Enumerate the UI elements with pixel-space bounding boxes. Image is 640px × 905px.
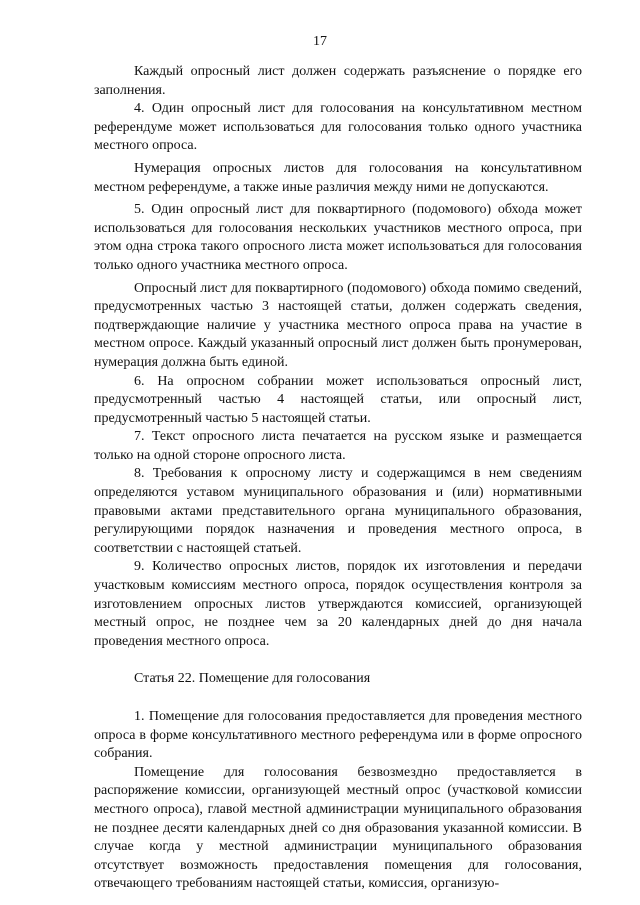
page-number: 17 [313,34,327,49]
paragraph: 8. Требования к опросному листу и содержащимся в нем сведениям определяются уставом муниципального образования и (или) нормативными правовыми актами представительного органа муниципального образования, регулирующими порядок назначения и проведения местного опроса, в соответствии с настоящей статьей. [94,466,582,556]
article-heading: Статья 22. Помещение для голосования [134,671,371,687]
paragraph: 6. На опросном собрании может использоваться опросный лист, предусмотренный частью 4 настоящей статьи, или опросный лист, предусмотренный частью 5 настоящей статьи. [94,373,582,426]
paragraph: Помещение для голосования безвозмездно предоставляется в распоряжение комиссии, организующей местный опрос (участковой комиссии местного опроса), главой местной администрации муниципального образования не позднее десяти календарных дней со дня образования указанной комиссии. В случае когда у местной администрации муниципального образования отсутствует возможность предоставления помещения для голосования, отвечающего требованиям настоящей статьи, комиссия, организую- [94,764,582,892]
paragraph: 5. Один опросный лист для поквартирного (подомового) обхода может использоваться для голосования нескольких участников местного опроса, при этом одна строка такого опросного листа может использоваться для голосования только одного участника местного опроса. [94,202,582,273]
paragraph: 7. Текст опросного листа печатается на русском языке и размещается только на одной стороне опросного листа. [94,429,582,463]
paragraph: Каждый опросный лист должен содержать разъяснение о порядке его заполнения. [94,64,582,98]
paragraph: 4. Один опросный лист для голосования на консультативном местном референдуме может использоваться для голосования только одного участника местного опроса. [94,101,582,154]
paragraph: 1. Помещение для голосования предоставляется для проведения местного опроса в форме консультативного местного референдума или в форме опросного собрания. [94,709,582,762]
document-body [94,63,582,894]
paragraph: Опросный лист для поквартирного (подомового) обхода помимо сведений, предусмотренных частью 3 настоящей статьи, должен содержать сведения, подтверждающие наличие у участника местного опроса права на участие в местном опросе. Каждый указанный опросный лист должен быть пронумерован, нумерация должна быть единой. [94,280,582,370]
paragraph: 9. Количество опросных листов, порядок их изготовления и передачи участковым комиссиям местного опроса, порядок осуществления контроля за изготовлением опросных листов утверждаются комиссией, организующей местный опрос, не позднее чем за 20 календарных дней до дня начала проведения местного опроса. [94,559,582,649]
paragraph: Нумерация опросных листов для голосования на консультативном местном референдуме, а также иные различия между ними не допускаются. [94,160,582,195]
